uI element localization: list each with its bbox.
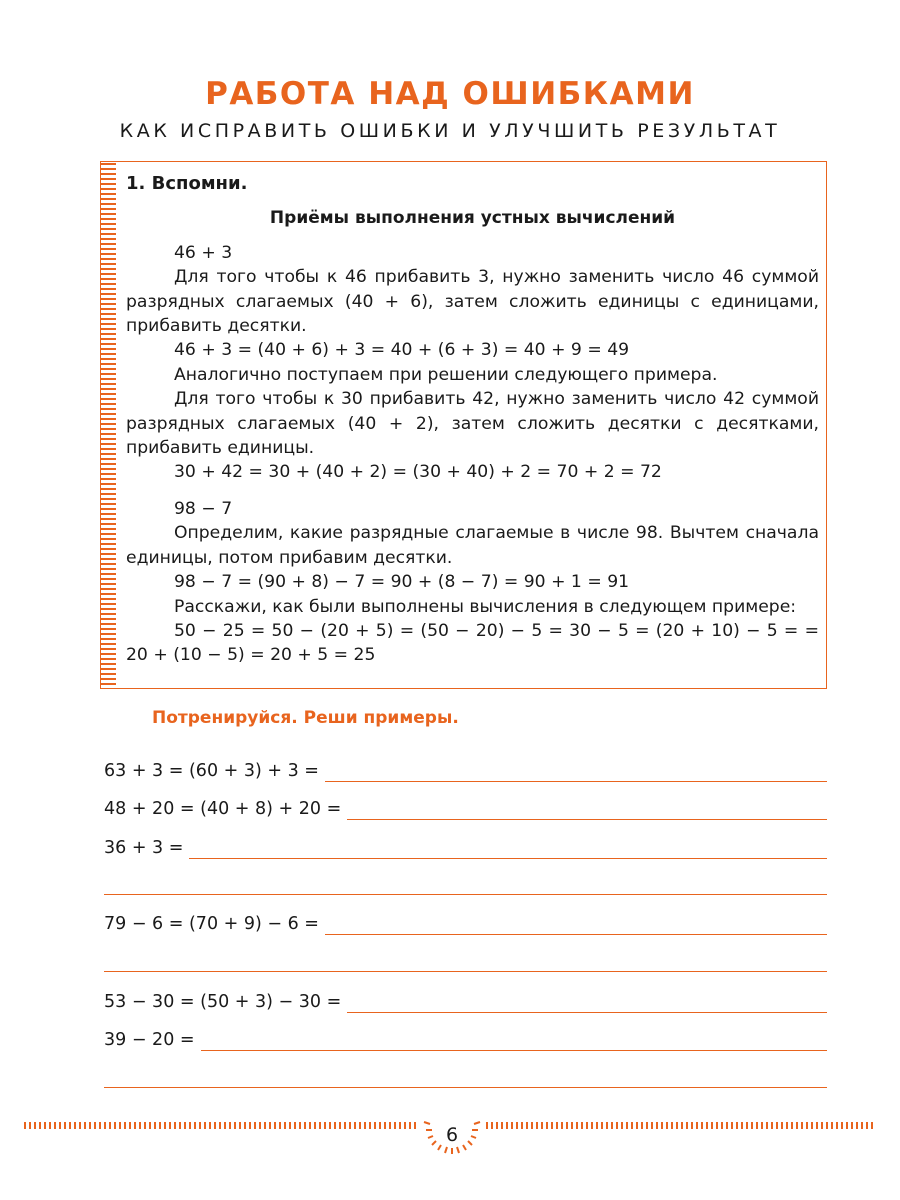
answer-line[interactable] bbox=[347, 803, 827, 820]
exercise-row bbox=[104, 991, 827, 1013]
exercise-label: 53 − 30 = (50 + 3) − 30 = bbox=[104, 992, 342, 1012]
footer-dotted-rule-right bbox=[486, 1122, 876, 1129]
answer-line[interactable] bbox=[189, 842, 827, 859]
answer-line[interactable] bbox=[104, 894, 827, 895]
explanation-paragraph: Для того чтобы к 46 прибавить 3, нужно заменить число 46 суммой разрядных слагаемых (40 + 6), затем сложить единицы с единицами, прибавить десятки. bbox=[126, 267, 819, 337]
page-number: 6 bbox=[445, 1124, 459, 1146]
explanation-paragraph: Аналогично поступаем при решении следующего примера. bbox=[174, 364, 718, 385]
page-subtitle: КАК ИСПРАВИТЬ ОШИБКИ И УЛУЧШИТЬ РЕЗУЛЬТАТ bbox=[119, 120, 781, 142]
answer-line[interactable] bbox=[325, 918, 827, 935]
calculation-line: 98 − 7 = (90 + 8) − 7 = 90 + (8 − 7) = 90 + 1 = 91 bbox=[174, 572, 630, 593]
calculation-line: 50 − 25 = 50 − (20 + 5) = (50 − 20) − 5 = 30 − 5 = (20 + 10) − 5 = = 20 + (10 − 5) = 20 + 5 = 25 bbox=[126, 620, 819, 666]
exercise-label: 48 + 20 = (40 + 8) + 20 = bbox=[104, 799, 342, 819]
answer-line[interactable] bbox=[104, 971, 827, 972]
explanation-paragraph: Расскажи, как были выполнены вычисления в следующем примере: bbox=[174, 596, 797, 617]
example-subtraction-1: 98 − 7 bbox=[174, 498, 233, 519]
reminder-content bbox=[126, 172, 819, 668]
section-title: 1. Вспомни. bbox=[126, 173, 248, 194]
exercise-row bbox=[104, 837, 827, 859]
page-title: РАБОТА НАД ОШИБКАМИ bbox=[205, 76, 695, 112]
exercise-row bbox=[104, 798, 827, 820]
answer-line[interactable] bbox=[347, 996, 827, 1013]
explanation-paragraph: Для того чтобы к 30 прибавить 42, нужно заменить число 42 суммой разрядных слагаемых (40 + 2), затем сложить десятки с десятками, прибавить единицы. bbox=[126, 389, 819, 459]
exercise-label: 79 − 6 = (70 + 9) − 6 = bbox=[104, 914, 319, 934]
exercise-row bbox=[104, 1029, 827, 1051]
exercise-row bbox=[104, 760, 827, 782]
exercise-label: 36 + 3 = bbox=[104, 838, 184, 858]
calculation-line: 30 + 42 = 30 + (40 + 2) = (30 + 40) + 2 = 70 + 2 = 72 bbox=[174, 462, 662, 483]
exercise-row bbox=[104, 913, 827, 935]
exercise-label: 63 + 3 = (60 + 3) + 3 = bbox=[104, 761, 319, 781]
calculation-line: 46 + 3 = (40 + 6) + 3 = 40 + (6 + 3) = 40 + 9 = 49 bbox=[174, 340, 630, 361]
answer-line[interactable] bbox=[104, 1087, 827, 1088]
section-subtitle: Приёмы выполнения устных вычислений bbox=[269, 208, 676, 229]
answer-line[interactable] bbox=[201, 1034, 827, 1051]
example-addition-1: 46 + 3 bbox=[174, 242, 233, 263]
footer-dotted-rule-left bbox=[24, 1122, 416, 1129]
explanation-paragraph: Определим, какие разрядные слагаемые в числе 98. Вычтем сначала единицы, потом прибавим десятки. bbox=[126, 523, 819, 568]
exercise-label: 39 − 20 = bbox=[104, 1030, 195, 1050]
practice-title: Потренируйся. Реши примеры. bbox=[152, 708, 459, 728]
answer-line[interactable] bbox=[325, 765, 827, 782]
reminder-box-comb-decoration bbox=[100, 163, 116, 689]
